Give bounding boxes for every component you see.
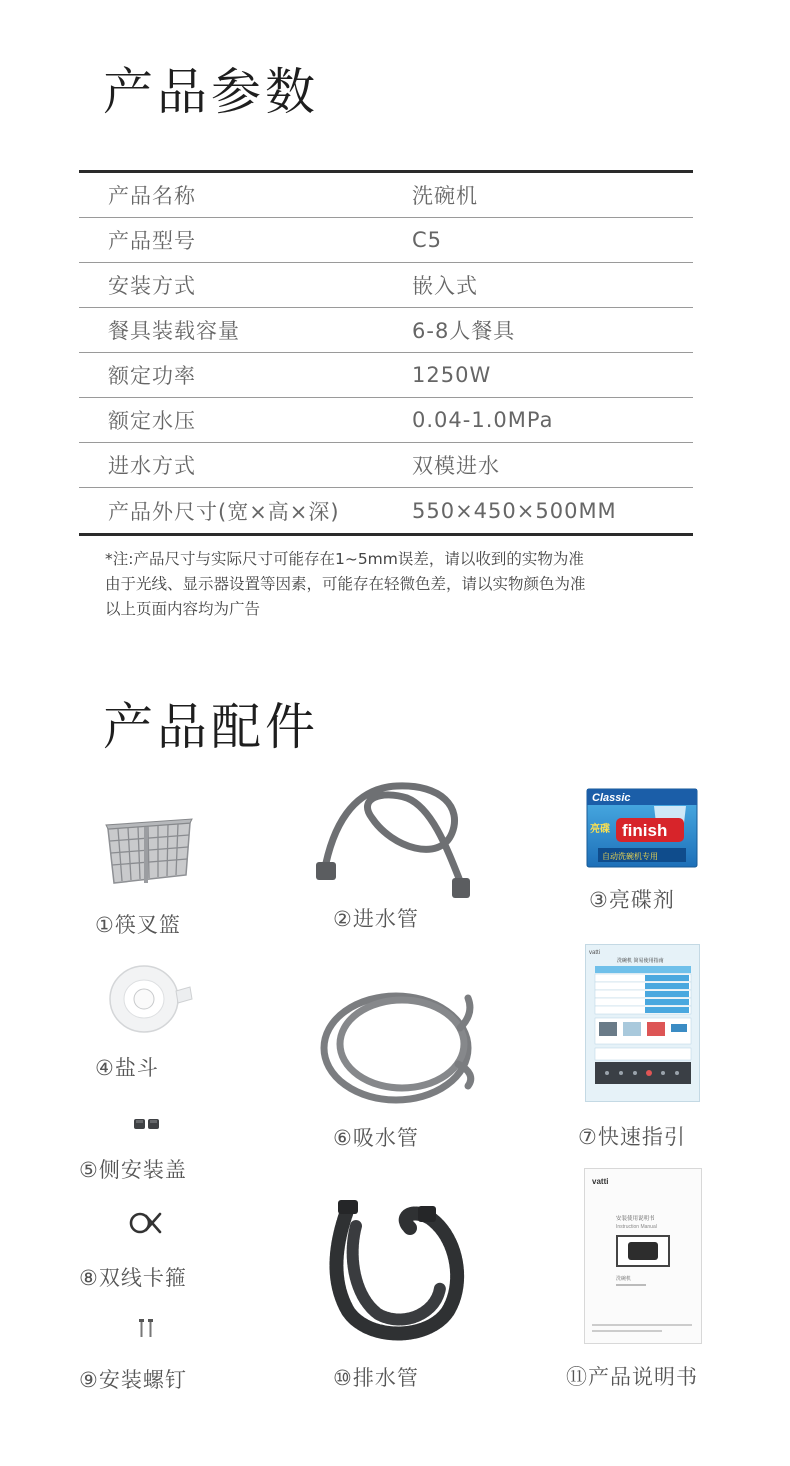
accessory-label-screws: ⑨安装螺钉 — [79, 1368, 187, 1392]
spec-row-model — [79, 218, 693, 263]
spec-key: 餐具装载容量 — [108, 319, 240, 343]
spec-key: 产品名称 — [108, 184, 196, 208]
spec-table — [79, 170, 693, 536]
cutlery-basket-image — [100, 815, 198, 887]
screws-image — [138, 1318, 154, 1338]
accessory-label-drain-hose: ⑩排水管 — [333, 1366, 419, 1390]
guide-title-text: 洗碗机 简易使用指南 — [617, 958, 664, 964]
spec-key: 安装方式 — [108, 274, 196, 298]
finish-brand-text: finish — [622, 821, 668, 840]
spec-value: 双模进水 — [412, 454, 500, 478]
manual-brand-text: vatti — [592, 1177, 609, 1186]
finish-cn-brand-text: 亮碟 — [590, 824, 610, 835]
suction-hose-image — [310, 978, 495, 1113]
accessory-label-salt-funnel: ④盐斗 — [95, 1056, 159, 1080]
spec-key: 额定水压 — [108, 409, 196, 433]
accessories-section-title: 产品配件 — [103, 698, 319, 756]
spec-value: 6-8人餐具 — [412, 319, 516, 343]
note-line: *注:产品尺寸与实际尺寸可能存在1~5mm误差，请以收到的实物为准 — [105, 550, 584, 568]
spec-row-dimensions — [79, 488, 693, 533]
wire-clamp-image — [128, 1210, 164, 1236]
guide-brand-text: vatti — [589, 950, 601, 956]
accessory-label-inlet-hose: ②进水管 — [333, 907, 419, 931]
spec-value: 0.04-1.0MPa — [412, 408, 554, 432]
spec-value: 嵌入式 — [412, 274, 478, 298]
spec-key: 产品型号 — [108, 229, 196, 253]
accessory-label-manual: ⑪产品说明书 — [566, 1365, 698, 1389]
spec-key: 产品外尺寸(宽×高×深) — [108, 499, 340, 524]
manual-product-text: 洗碗机 — [616, 1276, 632, 1282]
note-line: 以上页面内容均为广告 — [105, 600, 261, 618]
note-line: 由于光线、显示器设置等因素，可能存在轻微色差，请以实物颜色为准 — [105, 575, 586, 593]
manual-title-en-text: Instruction Manual — [616, 1224, 657, 1230]
drain-hose-image — [318, 1196, 468, 1346]
spec-row-name — [79, 173, 693, 218]
spec-value: 1250W — [412, 363, 492, 387]
spec-value: 洗碗机 — [412, 184, 478, 208]
spec-value: C5 — [412, 228, 443, 252]
accessory-label-side-cover: ⑤侧安装盖 — [79, 1158, 187, 1182]
spec-key: 进水方式 — [108, 454, 196, 478]
manual-image — [584, 1168, 702, 1344]
quick-guide-image — [585, 944, 700, 1102]
spec-value: 550×450×500MM — [412, 498, 617, 523]
side-cover-image — [133, 1117, 161, 1131]
spec-row-capacity — [79, 308, 693, 353]
disclaimer-notes — [105, 547, 586, 622]
accessory-label-suction-hose: ⑥吸水管 — [333, 1126, 419, 1150]
spec-row-install — [79, 263, 693, 308]
accessory-label-quick-guide: ⑦快速指引 — [578, 1125, 686, 1149]
spec-row-power — [79, 353, 693, 398]
finish-sub-text: 自动洗碗机专用 — [602, 852, 658, 861]
manual-title-cn-text: 安装使用说明书 — [616, 1216, 655, 1222]
salt-funnel-image — [104, 963, 196, 1035]
accessory-label-basket: ①筷叉篮 — [95, 913, 181, 937]
inlet-hose-image — [312, 778, 482, 903]
spec-row-water-inlet — [79, 443, 693, 488]
spec-key: 额定功率 — [108, 364, 196, 388]
accessory-label-clamp: ⑧双线卡箍 — [79, 1266, 187, 1290]
finish-classic-text: Classic — [592, 792, 631, 804]
rinse-aid-box-image — [586, 788, 698, 868]
params-section-title: 产品参数 — [103, 63, 319, 121]
spec-row-pressure — [79, 398, 693, 443]
accessory-label-rinse-aid: ③亮碟剂 — [589, 888, 675, 912]
